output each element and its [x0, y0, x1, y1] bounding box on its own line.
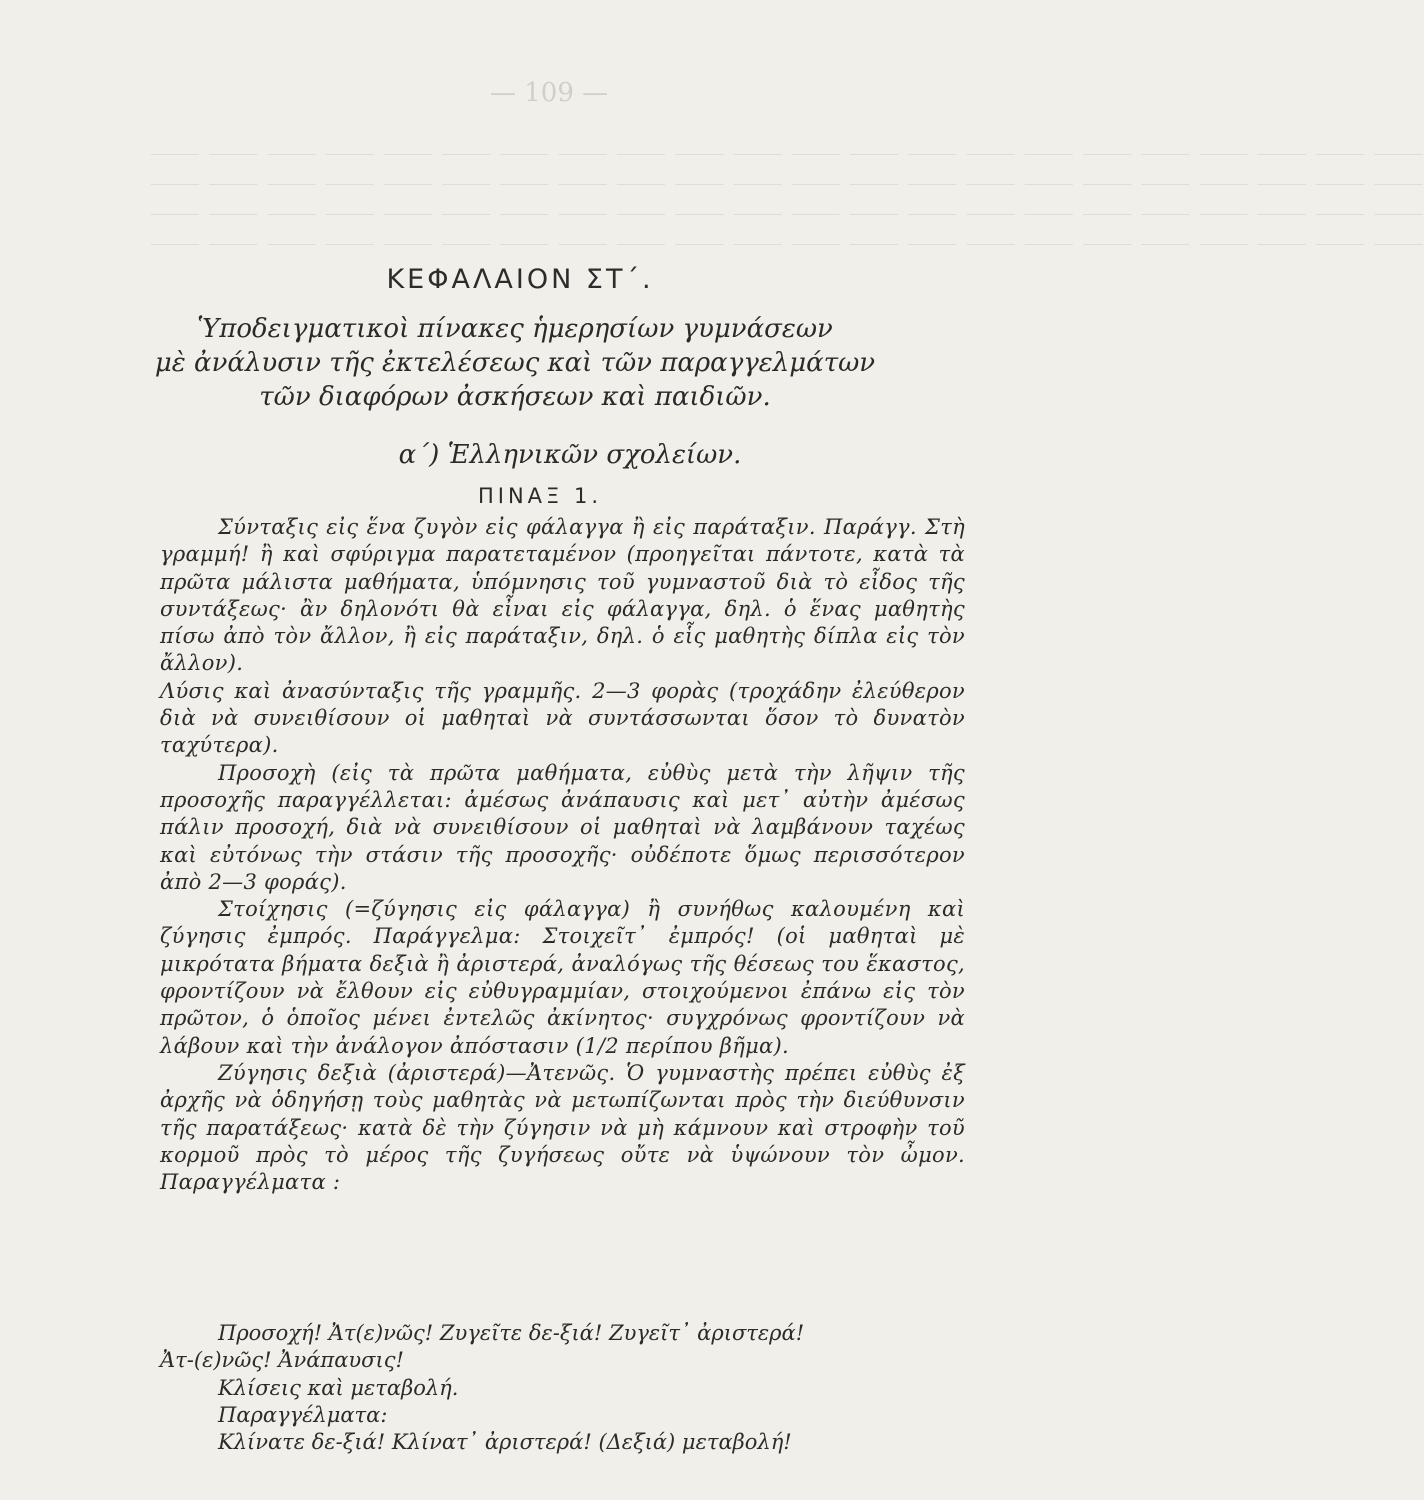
- bleed-through-texture: ⸻ ⸻ ⸻ ⸻ ⸻ ⸻ ⸻ ⸻ ⸻ ⸻ ⸻ ⸻ ⸻ ⸻ ⸻ ⸻ ⸻ ⸻ ⸻ ⸻ ⸻ ⸻: [150, 201, 1424, 225]
- page-number: — 109 —: [490, 78, 609, 108]
- bleed-through-texture: ⸻ ⸻ ⸻ ⸻ ⸻ ⸻ ⸻ ⸻ ⸻ ⸻ ⸻ ⸻ ⸻ ⸻ ⸻ ⸻ ⸻ ⸻ ⸻ ⸻ ⸻ ⸻: [150, 141, 1424, 165]
- command-line: Προσοχή! Ἀτ(ε)νῶς! Ζυγεῖτε δε-ξιά! Ζυγεῖτ᾽ ἀριστερά!: [218, 1321, 805, 1345]
- paragraph-syntaxis: Σύνταξις εἰς ἕνα ζυγὸν εἰς φάλαγγα ἢ εἰς παράταξιν. Παράγγ. Στὴ γραμμή! ἢ καὶ σφύριγμα παρατεταμένον (προηγεῖται πάντοτε, κατὰ τὰ πρῶτα μάλιστα μαθήματα, ὑπόμνησις τοῦ γυμναστοῦ διὰ τὸ εἶδος τῆς συντάξεως· ἂν δηλονότι θὰ εἶναι εἰς φάλαγγα, δηλ. ὁ ἕνας μαθητὴς πίσω ἀπὸ τὸν ἄλλον, ἢ εἰς παράταξιν, δηλ. ὁ εἷς μαθητὴς δίπλα εἰς τὸν ἄλλον).: [160, 515, 965, 676]
- subtitle-line: Ὑποδειγματικοὶ πίνακες ἡμερησίων γυμνάσεων: [197, 314, 833, 344]
- subtitle-line: τῶν διαφόρων ἀσκήσεων καὶ παιδιῶν.: [259, 382, 771, 412]
- command-line: Κλίσεις καὶ μεταβολή.: [218, 1375, 459, 1400]
- command-line: Ἀτ-(ε)νῶς! Ἀνάπαυσις!: [160, 1348, 404, 1373]
- chapter-subtitle: [150, 312, 880, 414]
- command-line: Παραγγέλματα:: [218, 1402, 388, 1427]
- paragraph-stoichisis: Στοίχησις (=ζύγησις εἰς φάλαγγα) ἢ συνήθως καλουμένη καὶ ζύγησις ἐμπρός. Παράγγελμα: Στοιχεῖτ᾽ ἐμπρός! (οἱ μαθηταὶ μὲ μικρότατα βήματα δεξιὰ ἢ ἀριστερά, ἀναλόγως τῆς θέσεως του ἕκαστος, φροντίζουν νὰ ἔλθουν εἰς εὐθυγραμμίαν, στοιχούμενοι ἐπάνω εἰς τὸν πρῶτον, ὁ ὁποῖος μένει ἐντελῶς ἀκίνητος· συγχρόνως φροντίζουν νὰ λάβουν καὶ τὴν ἀνάλογον ἀπόστασιν (1/2 περίπου βῆμα).: [160, 897, 965, 1058]
- chapter-heading: ΚΕΦΑΛΑΙΟΝ ΣΤ΄.: [386, 264, 654, 295]
- commands-block: [160, 1320, 965, 1456]
- section-heading: α΄) Ἑλληνικῶν σχολείων.: [398, 440, 742, 470]
- table-title: ΠΙΝΑΞ 1.: [477, 484, 603, 508]
- bleed-through-texture: ⸻ ⸻ ⸻ ⸻ ⸻ ⸻ ⸻ ⸻ ⸻ ⸻ ⸻ ⸻ ⸻ ⸻ ⸻ ⸻ ⸻ ⸻ ⸻ ⸻ ⸻ ⸻: [150, 231, 1424, 255]
- bleed-through-texture: ⸻ ⸻ ⸻ ⸻ ⸻ ⸻ ⸻ ⸻ ⸻ ⸻ ⸻ ⸻ ⸻ ⸻ ⸻ ⸻ ⸻ ⸻ ⸻ ⸻ ⸻ ⸻: [150, 171, 1424, 195]
- paragraph-prosochi: Προσοχὴ (εἰς τὰ πρῶτα μαθήματα, εὐθὺς μετὰ τὴν λῆψιν τῆς προσοχῆς παραγγέλλεται: ἀμέσως ἀνάπαυσις καὶ μετ᾽ αὐτὴν ἀμέσως πάλιν προσοχή, διὰ νὰ συνειθίσουν οἱ μαθηταὶ νὰ λαμβάνουν ταχέως καὶ εὐτόνως τὴν στάσιν τῆς προσοχῆς· οὐδέποτε ὅμως περισσότερον ἀπὸ 2—3 φοράς).: [160, 760, 965, 894]
- paragraph-lysis: Λύσις καὶ ἀνασύνταξις τῆς γραμμῆς. 2—3 φορὰς (τροχάδην ἐλεύθερον διὰ νὰ συνειθίσουν οἱ μαθηταὶ νὰ συντάσσωνται ὅσον τὸ δυνατὸν ταχύτερα).: [160, 678, 965, 758]
- command-line: Κλίνατε δε-ξιά! Κλίνατ᾽ ἀριστερά! (Δεξιά) μεταβολή!: [218, 1430, 792, 1455]
- body-text: [160, 514, 965, 1196]
- paragraph-zygisis: Ζύγησις δεξιὰ (ἀριστερά)—Ἀτενῶς. Ὁ γυμναστὴς πρέπει εὐθὺς ἐξ ἀρχῆς νὰ ὁδηγήσῃ τοὺς μαθητὰς νὰ μετωπίζωνται πρὸς τὴν διεύθυνσιν τῆς παρατάξεως· κατὰ δὲ τὴν ζύγησιν νὰ μὴ κάμνουν καὶ στροφὴν τοῦ κορμοῦ πρὸς τὸ μέρος τῆς ζυγήσεως οὔτε νὰ ὑψώνουν τὸν ὦμον. Παραγγέλματα :: [160, 1060, 965, 1195]
- subtitle-line: μὲ ἀνάλυσιν τῆς ἐκτελέσεως καὶ τῶν παραγγελμάτων: [154, 348, 876, 378]
